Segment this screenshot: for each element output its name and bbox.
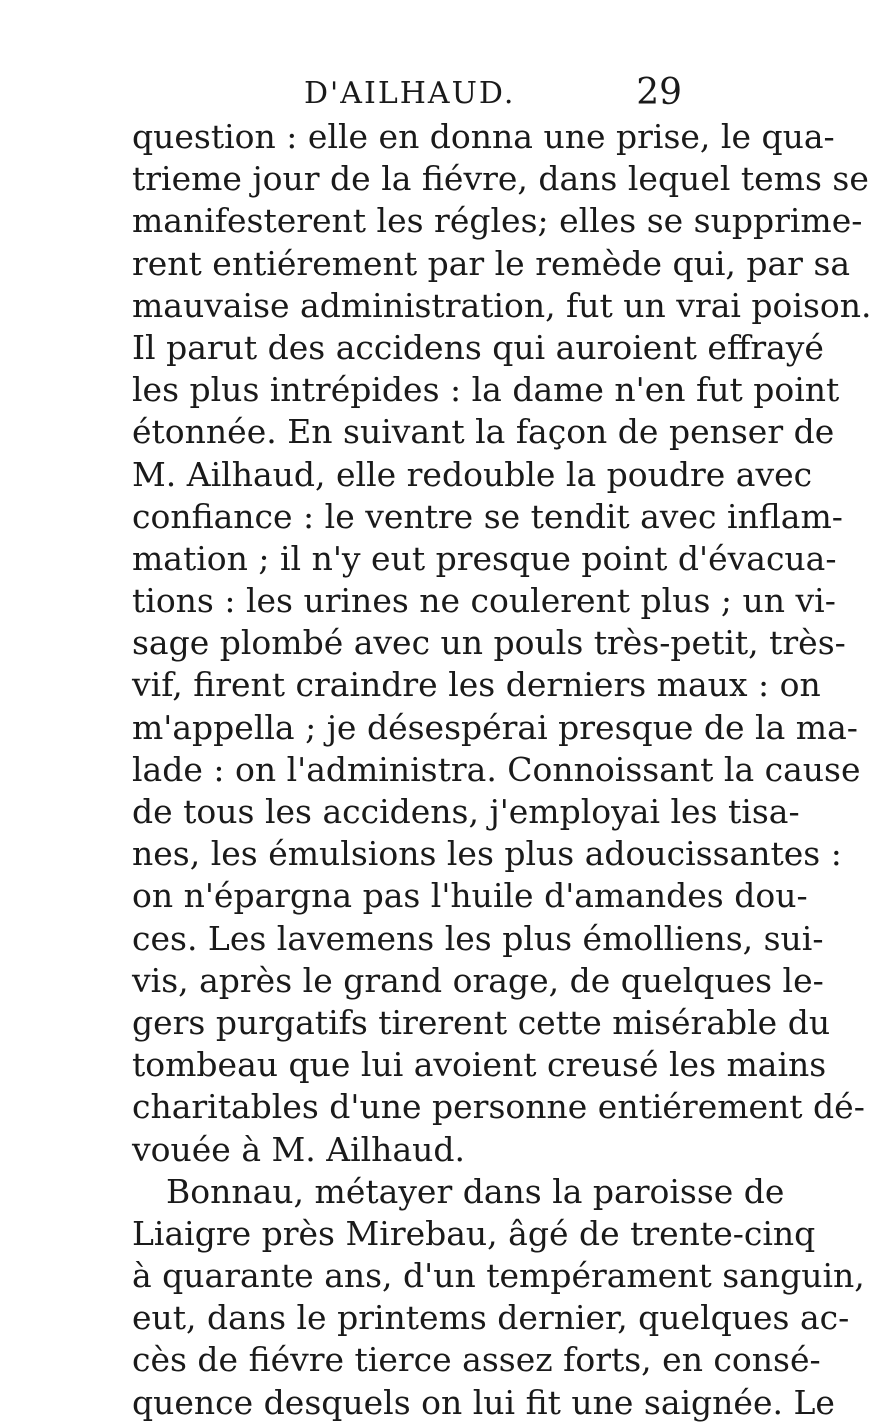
- paragraph-1: [132, 116, 872, 1171]
- text-line: vis, après le grand orage, de quelques le-: [132, 960, 824, 1000]
- text-line: ces. Les lavemens les plus émolliens, sui-: [132, 918, 824, 958]
- text-line: m'appella ; je désespérai presque de la ma-: [132, 707, 858, 747]
- text-line: confiance : le ventre se tendit avec inflam-: [132, 496, 843, 536]
- paragraph-2: [132, 1171, 865, 1424]
- running-title: D'AILHAUD.: [304, 76, 516, 111]
- text-line: lade : on l'administra. Connoissant la cause: [132, 749, 861, 789]
- text-line: mauvaise administration, fut un vrai poison.: [132, 285, 872, 325]
- text-line: charitables d'une personne entiérement dé-: [132, 1087, 865, 1127]
- text-line: on n'épargna pas l'huile d'amandes dou-: [132, 876, 808, 916]
- text-line: tombeau que lui avoient creusé les mains: [132, 1045, 827, 1085]
- text-line: Liaigre près Mirebau, âgé de trente-cinq: [132, 1213, 816, 1253]
- text-line: trieme jour de la fiévre, dans lequel tems se: [132, 159, 869, 199]
- text-line: vif, firent craindre les derniers maux : on: [132, 665, 821, 705]
- text-line: tions : les urines ne coulerent plus ; un vi-: [132, 581, 836, 621]
- text-line: question : elle en donna une prise, le qua-: [132, 117, 835, 156]
- text-line: de tous les accidens, j'employai les tisa-: [132, 792, 800, 831]
- text-line: à quarante ans, d'un tempérament sanguin,: [132, 1256, 865, 1296]
- text-line: gers purgatifs tirerent cette misérable du: [132, 1002, 831, 1042]
- text-line: étonnée. En suivant la façon de penser de: [132, 412, 835, 452]
- page-number: 29: [636, 72, 682, 113]
- text-line: M. Ailhaud, elle redouble la poudre avec: [132, 454, 813, 494]
- running-head: [132, 72, 682, 116]
- text-line: rent entiérement par le remède qui, par sa: [132, 243, 851, 283]
- text-line: vouée à M. Ailhaud.: [132, 1129, 465, 1169]
- text-line: Bonnau, métayer dans la paroisse de: [166, 1171, 785, 1211]
- text-line: mation ; il n'y eut presque point d'évacua-: [132, 538, 837, 578]
- text-line: quence desquels on lui fit une saignée. Le: [132, 1382, 835, 1422]
- body-text: [132, 116, 872, 1424]
- text-line: nes, les émulsions les plus adoucissantes :: [132, 834, 842, 874]
- text-line: manifesterent les régles; elles se supprime-: [132, 201, 863, 241]
- text-line: sage plombé avec un pouls très-petit, très-: [132, 623, 846, 663]
- text-line: cès de fiévre tierce assez forts, en consé-: [132, 1340, 821, 1380]
- text-line: les plus intrépides : la dame n'en fut point: [132, 370, 840, 410]
- text-line: Il parut des accidens qui auroient effrayé: [132, 327, 824, 367]
- text-line: eut, dans le printems dernier, quelques ac-: [132, 1298, 850, 1338]
